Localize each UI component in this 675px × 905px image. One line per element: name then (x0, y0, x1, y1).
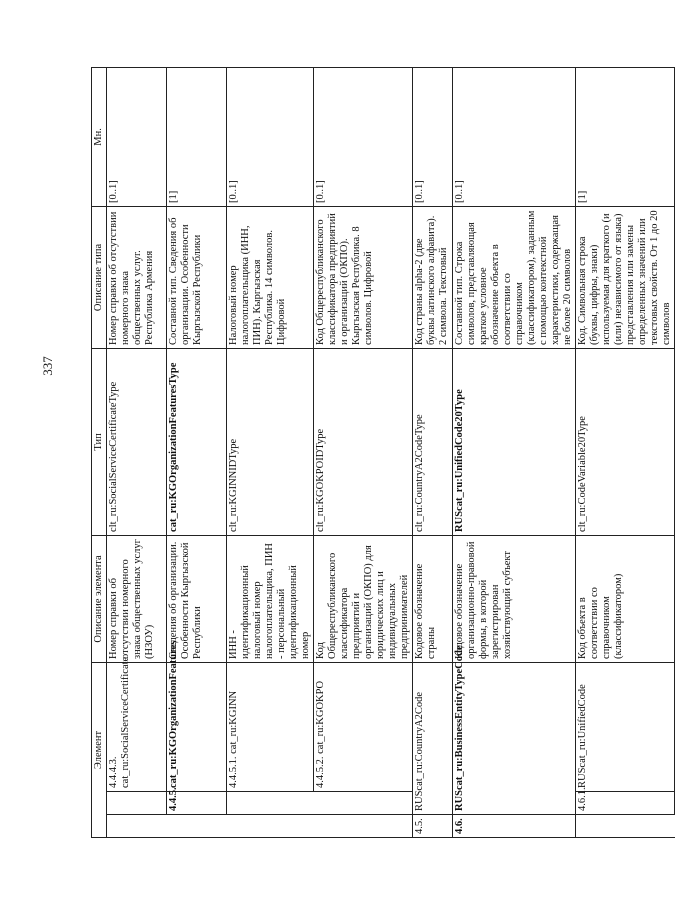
element-cell (227, 662, 314, 791)
page-number: 337 (40, 356, 55, 376)
indent-cell (107, 792, 167, 815)
table-row (167, 67, 227, 837)
table-row (314, 67, 413, 837)
row-number: 4.6.1. (576, 792, 675, 815)
element-name: cat_ru:KGINN (228, 690, 239, 754)
mult-cell: [0..1] (314, 67, 413, 206)
element-name: cat_ru:SocialServiceCertificate (120, 656, 131, 788)
element-desc: ИНН - идентификационный налоговый номер налогоплательщика, ПИН - персональный идентификационный номер (227, 535, 314, 662)
element-desc: Номер справки об отсутствии номерного знака общественных услуг (НЗОУ) (107, 535, 167, 662)
mult-cell: [0..1] (107, 67, 167, 206)
schema-table (91, 67, 675, 838)
table-row (453, 67, 576, 837)
element-name: RUScat_ru:UnifiedCode (576, 662, 675, 791)
row-number: 4.5. (413, 815, 453, 838)
type-cell: RUScat_ru:UnifiedCode20Type (453, 348, 576, 535)
header-row (92, 67, 107, 837)
element-desc: Сведения об организации. Особенности Кыргызской Республики (167, 535, 227, 662)
element-desc: Кодовое обозначение страны (413, 535, 453, 662)
header-mult: Мн. (92, 67, 107, 206)
element-cell (107, 656, 167, 791)
header-element-desc: Описание элемента (92, 535, 107, 662)
header-type: Тип (92, 348, 107, 535)
indent-cell (167, 815, 227, 838)
type-desc: Код. Символьная строка (буквы, цифры, знаки) используемая для краткого (и (или) независимого от языка) представления или замены определенных значений или текстовых свойств. От 1 до 20 символов (576, 206, 675, 348)
type-desc: Код страны alpha-2 (две буквы латинского алфавита). 2 символа. Текстовый (413, 206, 453, 348)
header-element: Элемент (92, 662, 107, 837)
row-number: 4.4.5.2. (315, 756, 326, 788)
rotated-page (91, 68, 672, 838)
type-desc: Составной тип. Сведения об организации. Особенности Кыргызской Республики (167, 206, 227, 348)
element-desc: Код Общереспубликанского классификатора предприятий и организаций (ОКПО) для юридических лиц и индивидуальных предпринимателей (314, 535, 413, 662)
element-cell (314, 662, 413, 791)
type-cell: clt_ru:SocialServiceCertificateType (107, 348, 167, 535)
mult-cell: [0..1] (453, 67, 576, 206)
table-row (227, 67, 314, 837)
type-cell: clt_ru:CodeVariable20Type (576, 348, 675, 535)
indent-cell (314, 792, 413, 815)
row-number: 4.4.4.3. (108, 756, 119, 788)
type-desc: Код Общереспубликанского классификатора предприятий и организаций (ОКПО). Кыргызская Республика. 8 символов. Цифровой (314, 206, 413, 348)
indent-cell (314, 815, 413, 838)
type-cell: cat_ru:KGOrganizationFeaturesType (167, 348, 227, 535)
indent-cell (576, 815, 675, 838)
mult-cell: [1] (576, 67, 675, 206)
element-desc: Код объекта в соответствии со справочником (классификатором) (576, 535, 675, 662)
element-name: cat_ru:KGOKPO (315, 680, 326, 754)
type-cell: clt_ru:KGOKPOIDType (314, 348, 413, 535)
type-desc: Номер справки об отсутствии номерного знака общественных услуг. Республика Армения (107, 206, 167, 348)
type-cell: clt_ru:KGINNIDType (227, 348, 314, 535)
indent-cell (107, 815, 167, 838)
row-number: 4.6. (453, 815, 576, 838)
table-row (576, 67, 675, 837)
indent-cell (227, 792, 314, 815)
mult-cell: [0..1] (413, 67, 453, 206)
type-desc: Составной тип. Строка символов, представляющая краткое условное обозначение объекта в соответствии со справочником (классификатором), заданным с помощью контекстной характеристики, содержащая не более 20 символов (453, 206, 576, 348)
element-name: RUScat_ru:BusinessEntityTypeCode (453, 662, 576, 814)
header-type-desc: Описание типа (92, 206, 107, 348)
row-number: 4.4.5.1. (228, 756, 239, 788)
type-desc: Налоговый номер налогоплательщика (ИНН, ПИН). Кыргызская Республика. 14 символов. Цифровой (227, 206, 314, 348)
row-number: 4.4.5. (167, 792, 227, 815)
element-name: cat_ru:KGOrganizationFeatures (167, 662, 227, 791)
table-row (413, 67, 453, 837)
mult-cell: [0..1] (227, 67, 314, 206)
type-cell: clt_ru:CountryA2CodeType (413, 348, 453, 535)
table-row (107, 67, 167, 837)
element-desc: Кодовое обозначение организационно-правовой формы, в которой зарегистрирован хозяйствующий субъект (453, 535, 576, 662)
indent-cell (227, 815, 314, 838)
element-name: RUScat_ru:CountryA2Code (413, 662, 453, 814)
mult-cell: [1] (167, 67, 227, 206)
